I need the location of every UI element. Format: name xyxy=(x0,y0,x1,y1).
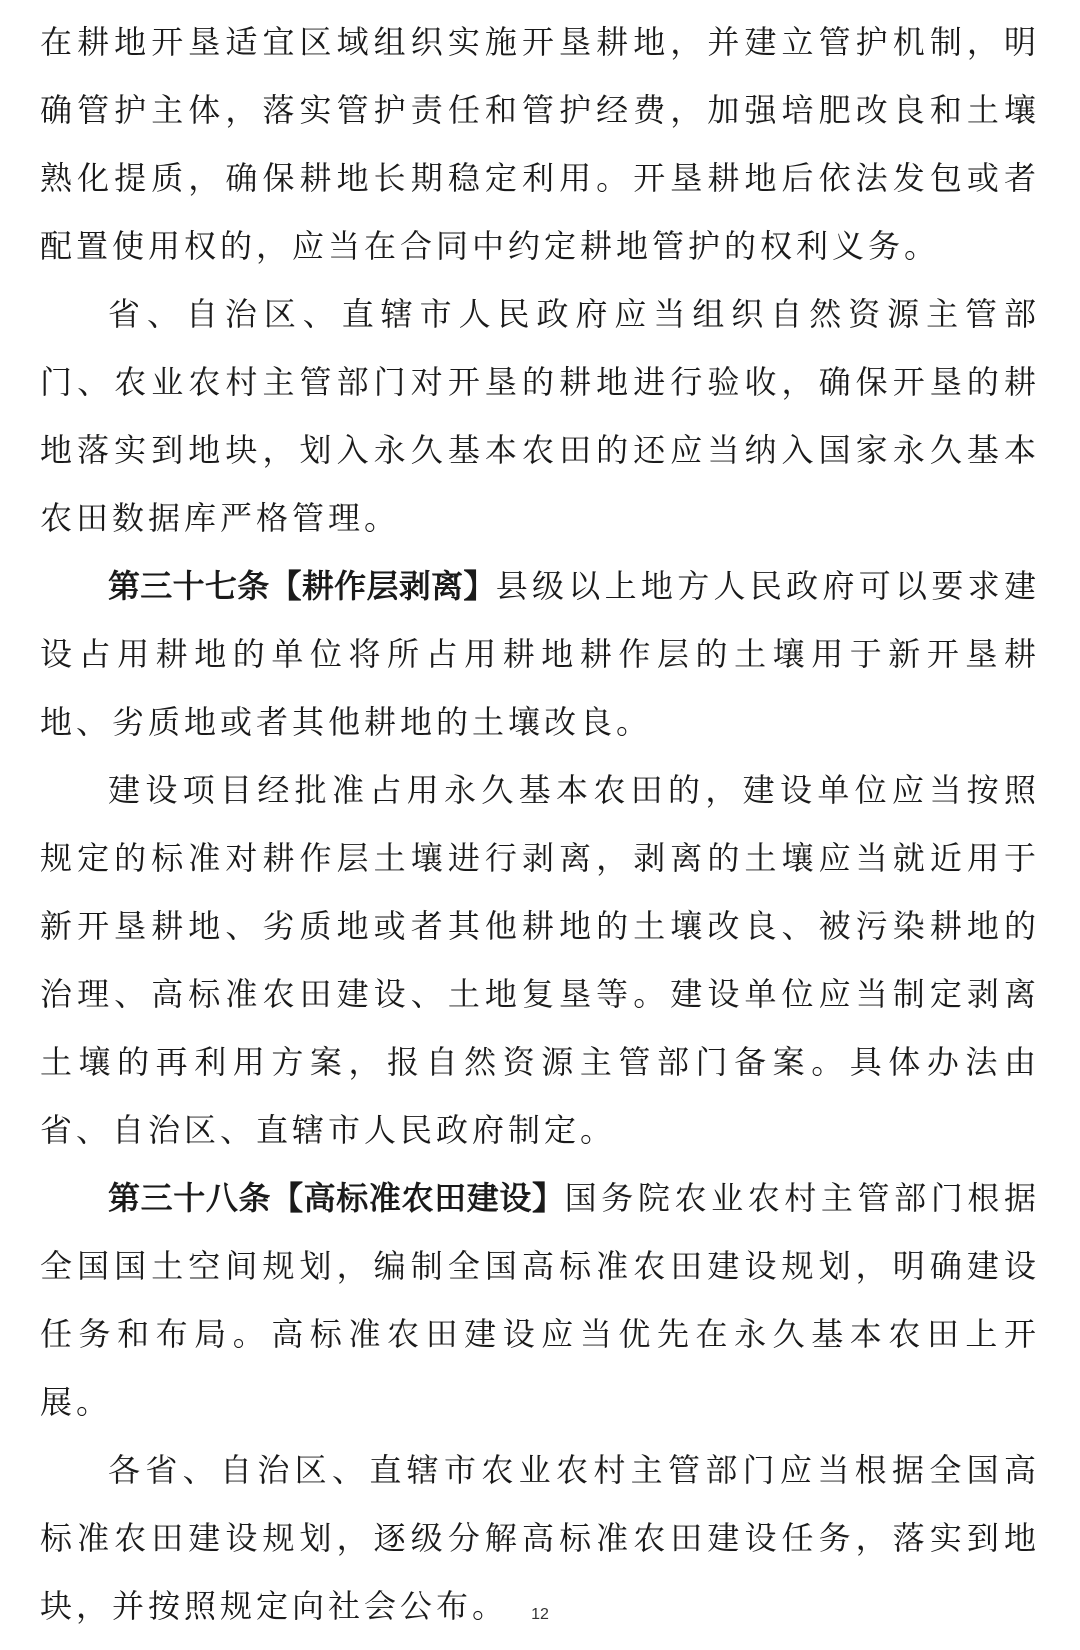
article-37 xyxy=(40,552,1040,756)
paragraph-text: 各省、自治区、直辖市农业农村主管部门应当根据全国高标准农田建设规划，逐级分解高标准农田建设任务，落实到地块，并按照规定向社会公布。 xyxy=(40,1451,1040,1625)
article-38 xyxy=(40,1164,1040,1436)
page-number: 12 xyxy=(531,1606,549,1623)
body-text xyxy=(40,8,1040,1640)
paragraph-text: 国务院农业农村主管部门根据全国国土空间规划，编制全国高标准农田建设规划，明确建设任务和布局。高标准农田建设应当优先在永久基本农田上开展。 xyxy=(40,1179,1040,1421)
paragraph-2 xyxy=(40,280,1040,552)
paragraph-4 xyxy=(40,756,1040,1164)
article-heading: 第三十八条【高标准农田建设】 xyxy=(108,1179,565,1217)
paragraph-text: 在耕地开垦适宜区域组织实施开垦耕地，并建立管护机制，明确管护主体，落实管护责任和管护经费，加强培肥改良和土壤熟化提质，确保耕地长期稳定利用。开垦耕地后依法发包或者配置使用权的，应当在合同中约定耕地管护的权利义务。 xyxy=(40,23,1040,265)
paragraph-1 xyxy=(40,8,1040,280)
paragraph-text: 建设项目经批准占用永久基本农田的，建设单位应当按照规定的标准对耕作层土壤进行剥离，剥离的土壤应当就近用于新开垦耕地、劣质地或者其他耕地的土壤改良、被污染耕地的治理、高标准农田建设、土地复垦等。建设单位应当制定剥离土壤的再利用方案，报自然资源主管部门备案。具体办法由省、自治区、直辖市人民政府制定。 xyxy=(40,771,1040,1149)
article-heading: 第三十七条【耕作层剥离】 xyxy=(108,567,496,605)
paragraph-text: 县级以上地方人民政府可以要求建设占用耕地的单位将所占用耕地耕作层的土壤用于新开垦耕地、劣质地或者其他耕地的土壤改良。 xyxy=(40,567,1040,741)
paragraph-text: 省、自治区、直辖市人民政府应当组织自然资源主管部门、农业农村主管部门对开垦的耕地进行验收，确保开垦的耕地落实到地块，划入永久基本农田的还应当纳入国家永久基本农田数据库严格管理。 xyxy=(40,295,1040,537)
